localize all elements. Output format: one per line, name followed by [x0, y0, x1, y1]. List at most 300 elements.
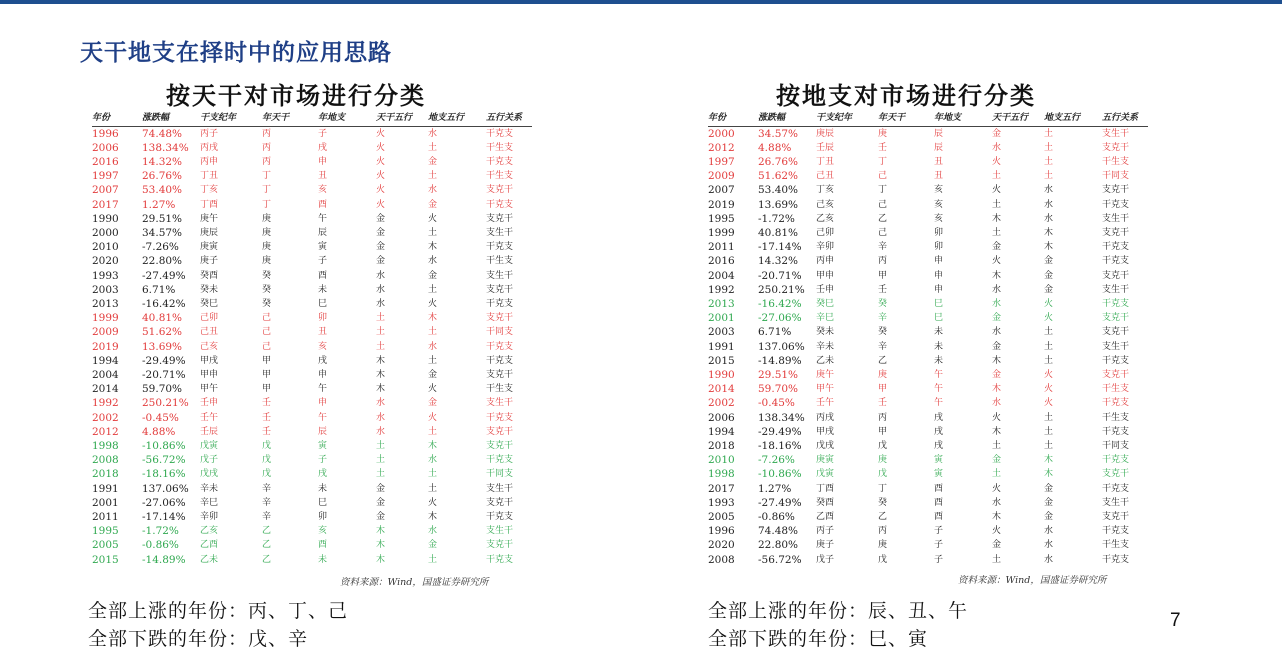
table-cell: 74.48%: [758, 525, 799, 538]
table-cell: 土: [376, 327, 386, 338]
table-row: [92, 382, 532, 396]
table-cell: 金: [376, 227, 386, 238]
table-cell: 水: [428, 455, 438, 466]
table-cell: 甲: [262, 369, 272, 380]
table-row: [92, 354, 532, 368]
table-cell: 土: [1044, 128, 1054, 139]
table-cell: 1993: [708, 496, 735, 509]
table-row: [92, 212, 532, 226]
table-cell: 己卯: [200, 313, 219, 324]
table-cell: 戊: [878, 554, 888, 565]
table-cell: 癸酉: [816, 497, 835, 508]
table-row: [708, 269, 1148, 283]
table-cell: 癸: [262, 284, 272, 295]
table-cell: 甲: [878, 426, 888, 437]
table-cell: 2004: [92, 368, 119, 381]
table-cell: 乙未: [200, 554, 219, 565]
table-cell: 庚: [878, 128, 888, 139]
table-row: [708, 396, 1148, 410]
table-cell: 己: [262, 313, 272, 324]
table-cell: 2010: [708, 454, 735, 467]
table-cell: 戌: [318, 469, 328, 480]
table-cell: 壬: [878, 142, 888, 153]
table-cell: 2017: [708, 482, 735, 495]
table-cell: 土: [376, 440, 386, 451]
table-cell: -18.16%: [758, 439, 802, 452]
table-cell: 金: [992, 540, 1002, 551]
table-cell: 29.51%: [142, 212, 183, 225]
table-cell: 木: [376, 384, 386, 395]
column-header: 涨跌幅: [142, 110, 200, 126]
table-cell: 水: [992, 497, 1002, 508]
table-cell: 水: [992, 298, 1002, 309]
table-cell: 甲戌: [200, 355, 219, 366]
table-cell: 亥: [318, 185, 328, 196]
table-cell: 丑: [934, 156, 944, 167]
table-cell: 癸: [262, 298, 272, 309]
table-cell: 水: [428, 526, 438, 537]
table-cell: 木: [428, 242, 438, 253]
table-cell: 丙戌: [200, 142, 219, 153]
table-cell: 土: [428, 142, 438, 153]
table-cell: 138.34%: [142, 141, 189, 154]
table-cell: 干同支: [1102, 171, 1130, 182]
table-cell: 干克支: [1102, 199, 1130, 210]
table-row: [92, 283, 532, 297]
table-cell: 干克支: [486, 412, 514, 423]
table-cell: 癸: [262, 270, 272, 281]
table-cell: 木: [376, 540, 386, 551]
table-cell: 水: [1044, 540, 1054, 551]
table-cell: 干生支: [1102, 540, 1130, 551]
table-cell: 金: [992, 341, 1002, 352]
table-row: [708, 496, 1148, 510]
table-cell: 13.69%: [758, 198, 799, 211]
table-cell: 干生支: [486, 256, 514, 267]
table-row: [92, 524, 532, 538]
table-cell: 火: [376, 142, 386, 153]
table-cell: 2005: [708, 510, 735, 523]
table-cell: 木: [376, 526, 386, 537]
table-cell: 金: [428, 540, 438, 551]
table-row: [708, 226, 1148, 240]
table-cell: 干克支: [1102, 526, 1130, 537]
table-cell: 壬: [878, 284, 888, 295]
left-source-note: 资料来源：Wind，国盛证券研究所: [340, 577, 489, 588]
table-cell: 火: [376, 156, 386, 167]
table-cell: 1995: [708, 212, 735, 225]
table-cell: 支生干: [1102, 497, 1130, 508]
column-header: 天干五行: [992, 110, 1044, 126]
table-cell: 戌: [934, 440, 944, 451]
column-header: 五行关系: [1102, 110, 1148, 126]
table-cell: 1991: [92, 482, 119, 495]
table-cell: 支克干: [1102, 327, 1130, 338]
table-cell: 干克支: [486, 455, 514, 466]
table-cell: 戊: [262, 455, 272, 466]
table-cell: 2006: [92, 141, 119, 154]
table-row: [708, 510, 1148, 524]
table-cell: 干克支: [486, 156, 514, 167]
table-cell: -29.49%: [142, 354, 186, 367]
table-cell: 辰: [318, 426, 328, 437]
table-cell: 水: [376, 398, 386, 409]
table-cell: 137.06%: [142, 482, 189, 495]
table-cell: 丑: [934, 171, 944, 182]
left-summary-up: 全部上涨的年份：丙、丁、己: [88, 600, 349, 622]
table-cell: 卯: [934, 242, 944, 253]
left-panel-title: 按天干对市场进行分类: [166, 81, 426, 110]
table-cell: 土: [1044, 355, 1054, 366]
table-cell: 2016: [92, 155, 119, 168]
table-cell: 丁: [878, 483, 888, 494]
table-cell: 寅: [318, 242, 328, 253]
table-cell: 庚子: [816, 540, 835, 551]
table-cell: 水: [1044, 554, 1054, 565]
table-cell: 2015: [92, 553, 119, 566]
table-row: [92, 126, 532, 141]
table-cell: 40.81%: [758, 226, 799, 239]
table-cell: 巳: [318, 298, 328, 309]
table-cell: 戌: [934, 426, 944, 437]
table-cell: 申: [934, 256, 944, 267]
table-cell: 2006: [708, 411, 735, 424]
table-cell: 辛未: [816, 341, 835, 352]
table-cell: 庚: [878, 455, 888, 466]
table-row: [708, 439, 1148, 453]
right-source-note: 资料来源：Wind，国盛证券研究所: [958, 575, 1107, 586]
table-cell: 乙酉: [816, 511, 835, 522]
table-cell: 甲午: [816, 384, 835, 395]
table-cell: 火: [992, 483, 1002, 494]
table-cell: 1992: [708, 283, 735, 296]
table-cell: 壬: [262, 398, 272, 409]
table-cell: 火: [1044, 398, 1054, 409]
column-header: 年天干: [262, 110, 318, 126]
table-cell: 支生干: [1102, 213, 1130, 224]
table-cell: 子: [318, 455, 328, 466]
table-cell: 庚午: [816, 369, 835, 380]
table-cell: -10.86%: [758, 468, 802, 481]
table-cell: 1996: [92, 127, 119, 140]
table-cell: 午: [934, 398, 944, 409]
table-row: [708, 467, 1148, 481]
table-cell: 水: [992, 398, 1002, 409]
table-cell: 癸: [878, 327, 888, 338]
column-header: 年份: [92, 110, 142, 126]
table-row: [708, 240, 1148, 254]
table-cell: 2002: [708, 397, 735, 410]
table-cell: -14.89%: [758, 354, 802, 367]
table-cell: 癸巳: [816, 298, 835, 309]
table-cell: -18.16%: [142, 468, 186, 481]
table-cell: 丑: [318, 327, 328, 338]
table-cell: 辰: [934, 142, 944, 153]
table-cell: 壬午: [816, 398, 835, 409]
table-cell: 1990: [708, 368, 735, 381]
table-cell: -56.72%: [142, 454, 186, 467]
table-cell: 辛: [262, 511, 272, 522]
table-cell: 土: [428, 426, 438, 437]
table-cell: 干克支: [486, 341, 514, 352]
table-cell: 火: [992, 256, 1002, 267]
table-cell: 2012: [92, 425, 119, 438]
table-cell: 金: [1044, 497, 1054, 508]
table-cell: 亥: [318, 526, 328, 537]
table-cell: 59.70%: [142, 383, 183, 396]
table-cell: 2001: [92, 496, 119, 509]
table-cell: 土: [428, 171, 438, 182]
table-cell: 丙申: [200, 156, 219, 167]
column-header: 地支五行: [428, 110, 486, 126]
table-cell: 土: [1044, 142, 1054, 153]
table-cell: 甲申: [816, 270, 835, 281]
table-cell: 51.62%: [142, 326, 183, 339]
table-cell: 土: [1044, 327, 1054, 338]
table-cell: 辛: [262, 483, 272, 494]
table-row: [708, 297, 1148, 311]
table-cell: 2013: [92, 297, 119, 310]
table-row: [92, 368, 532, 382]
table-cell: 水: [1044, 199, 1054, 210]
table-cell: 2012: [708, 141, 735, 154]
table-cell: 戊子: [816, 554, 835, 565]
table-cell: 木: [992, 511, 1002, 522]
table-cell: 丙申: [816, 256, 835, 267]
table-cell: 乙亥: [200, 526, 219, 537]
table-cell: 2001: [708, 312, 735, 325]
table-cell: 支克干: [486, 369, 514, 380]
table-row: [708, 325, 1148, 339]
table-cell: 干克支: [1102, 242, 1130, 253]
table-cell: 木: [1044, 227, 1054, 238]
table-cell: 水: [428, 341, 438, 352]
table-cell: 丙: [262, 142, 272, 153]
table-cell: -0.86%: [142, 539, 179, 552]
table-cell: 己: [878, 171, 888, 182]
table-cell: 丙戌: [816, 412, 835, 423]
table-row: [92, 183, 532, 197]
table-cell: 酉: [934, 511, 944, 522]
table-row: [708, 212, 1148, 226]
table-cell: 金: [1044, 483, 1054, 494]
table-cell: 干同支: [486, 469, 514, 480]
table-cell: 金: [376, 256, 386, 267]
table-cell: 土: [992, 554, 1002, 565]
table-cell: 癸酉: [200, 270, 219, 281]
table-cell: 丁: [878, 185, 888, 196]
table-cell: 1996: [708, 525, 735, 538]
table-cell: 土: [1044, 412, 1054, 423]
table-cell: 寅: [318, 440, 328, 451]
table-cell: 丁: [262, 171, 272, 182]
table-row: [92, 169, 532, 183]
table-cell: 庚: [262, 256, 272, 267]
table-row: [92, 538, 532, 552]
table-cell: 2018: [92, 468, 119, 481]
table-cell: 未: [318, 554, 328, 565]
table-cell: 2011: [92, 510, 119, 523]
table-cell: 2013: [708, 297, 735, 310]
table-row: [92, 141, 532, 155]
table-cell: 酉: [318, 540, 328, 551]
table-cell: 申: [318, 156, 328, 167]
table-cell: 乙: [878, 511, 888, 522]
table-cell: 22.80%: [758, 539, 799, 552]
branch-classification-table: [708, 110, 1148, 567]
table-cell: 酉: [934, 497, 944, 508]
table-cell: 癸: [878, 497, 888, 508]
table-row: [92, 425, 532, 439]
table-cell: 丙: [878, 412, 888, 423]
table-row: [708, 553, 1148, 567]
table-cell: 子: [934, 540, 944, 551]
table-row: [92, 311, 532, 325]
table-row: [708, 482, 1148, 496]
column-header: 五行关系: [486, 110, 532, 126]
table-row: [92, 155, 532, 169]
table-cell: 51.62%: [758, 170, 799, 183]
table-cell: -20.71%: [758, 269, 802, 282]
table-cell: 寅: [934, 455, 944, 466]
column-header: 干支纪年: [200, 110, 262, 126]
table-cell: 2020: [92, 255, 119, 268]
table-cell: 干克支: [486, 298, 514, 309]
table-cell: 支生干: [1102, 284, 1130, 295]
table-cell: 庚: [262, 213, 272, 224]
table-cell: -16.42%: [142, 297, 186, 310]
table-cell: -17.14%: [142, 510, 186, 523]
table-cell: 木: [428, 440, 438, 451]
table-cell: 水: [376, 412, 386, 423]
table-cell: 干生支: [486, 171, 514, 182]
table-cell: 木: [1044, 242, 1054, 253]
page-number: 7: [1170, 610, 1181, 631]
table-cell: 土: [1044, 440, 1054, 451]
table-cell: 丙: [878, 526, 888, 537]
table-cell: 子: [934, 526, 944, 537]
table-cell: 干克支: [486, 511, 514, 522]
table-cell: 辛卯: [200, 511, 219, 522]
table-cell: 丁亥: [816, 185, 835, 196]
table-cell: 丁: [262, 185, 272, 196]
table-cell: 寅: [934, 469, 944, 480]
table-cell: -27.06%: [758, 312, 802, 325]
table-cell: 金: [428, 199, 438, 210]
table-cell: 水: [1044, 185, 1054, 196]
table-cell: 支生干: [486, 526, 514, 537]
table-cell: 卯: [318, 511, 328, 522]
table-cell: 庚寅: [816, 455, 835, 466]
table-cell: 辛巳: [816, 313, 835, 324]
table-cell: 干克支: [1102, 554, 1130, 565]
table-cell: 火: [428, 213, 438, 224]
table-cell: 水: [992, 284, 1002, 295]
table-cell: 酉: [934, 483, 944, 494]
table-row: [92, 240, 532, 254]
table-cell: 水: [376, 284, 386, 295]
table-cell: 癸巳: [200, 298, 219, 309]
table-cell: -14.89%: [142, 553, 186, 566]
table-cell: 支生干: [486, 483, 514, 494]
table-cell: 29.51%: [758, 368, 799, 381]
table-row: [92, 297, 532, 311]
table-cell: 午: [934, 384, 944, 395]
table-cell: 2018: [708, 439, 735, 452]
table-cell: 火: [376, 171, 386, 182]
table-cell: 1998: [92, 439, 119, 452]
table-cell: 2000: [708, 127, 735, 140]
table-cell: 250.21%: [758, 283, 805, 296]
table-cell: 未: [318, 483, 328, 494]
table-cell: 2002: [92, 411, 119, 424]
table-cell: 34.57%: [758, 127, 799, 140]
table-cell: 1993: [92, 269, 119, 282]
table-cell: -27.49%: [758, 496, 802, 509]
table-cell: 土: [992, 227, 1002, 238]
table-cell: 土: [992, 171, 1002, 182]
table-row: [708, 524, 1148, 538]
table-cell: 壬: [878, 398, 888, 409]
table-cell: 水: [1044, 526, 1054, 537]
table-cell: 申: [934, 270, 944, 281]
table-cell: 金: [992, 242, 1002, 253]
table-row: [708, 340, 1148, 354]
table-cell: 戊戌: [816, 440, 835, 451]
table-cell: 甲午: [200, 384, 219, 395]
table-cell: 火: [376, 199, 386, 210]
table-cell: 水: [376, 270, 386, 281]
table-cell: 甲: [262, 384, 272, 395]
table-cell: 2014: [92, 383, 119, 396]
table-cell: 巳: [934, 298, 944, 309]
table-cell: 木: [992, 426, 1002, 437]
table-cell: 水: [428, 256, 438, 267]
table-cell: 金: [1044, 270, 1054, 281]
table-cell: 乙亥: [816, 213, 835, 224]
table-cell: 戊: [262, 469, 272, 480]
table-cell: 土: [428, 483, 438, 494]
table-cell: 34.57%: [142, 226, 183, 239]
table-cell: 丙子: [200, 128, 219, 139]
table-cell: 丁酉: [816, 483, 835, 494]
table-cell: 支克干: [486, 313, 514, 324]
table-cell: 亥: [934, 185, 944, 196]
table-cell: 土: [1044, 156, 1054, 167]
table-cell: 1999: [92, 312, 119, 325]
table-cell: 火: [428, 497, 438, 508]
table-cell: 申: [318, 398, 328, 409]
table-cell: 己: [262, 327, 272, 338]
table-cell: 火: [428, 384, 438, 395]
table-row: [708, 254, 1148, 268]
table-cell: 14.32%: [142, 155, 183, 168]
table-cell: 戊寅: [816, 469, 835, 480]
table-cell: 金: [992, 128, 1002, 139]
table-row: [708, 141, 1148, 155]
column-header: 涨跌幅: [758, 110, 816, 126]
table-cell: 木: [376, 554, 386, 565]
table-cell: 4.88%: [758, 141, 792, 154]
table-cell: 甲: [262, 355, 272, 366]
table-cell: 土: [428, 554, 438, 565]
table-cell: 金: [376, 511, 386, 522]
table-cell: 2009: [92, 326, 119, 339]
table-cell: 丁: [262, 199, 272, 210]
table-cell: 6.71%: [758, 326, 792, 339]
table-cell: 酉: [318, 270, 328, 281]
table-cell: 干同支: [1102, 440, 1130, 451]
